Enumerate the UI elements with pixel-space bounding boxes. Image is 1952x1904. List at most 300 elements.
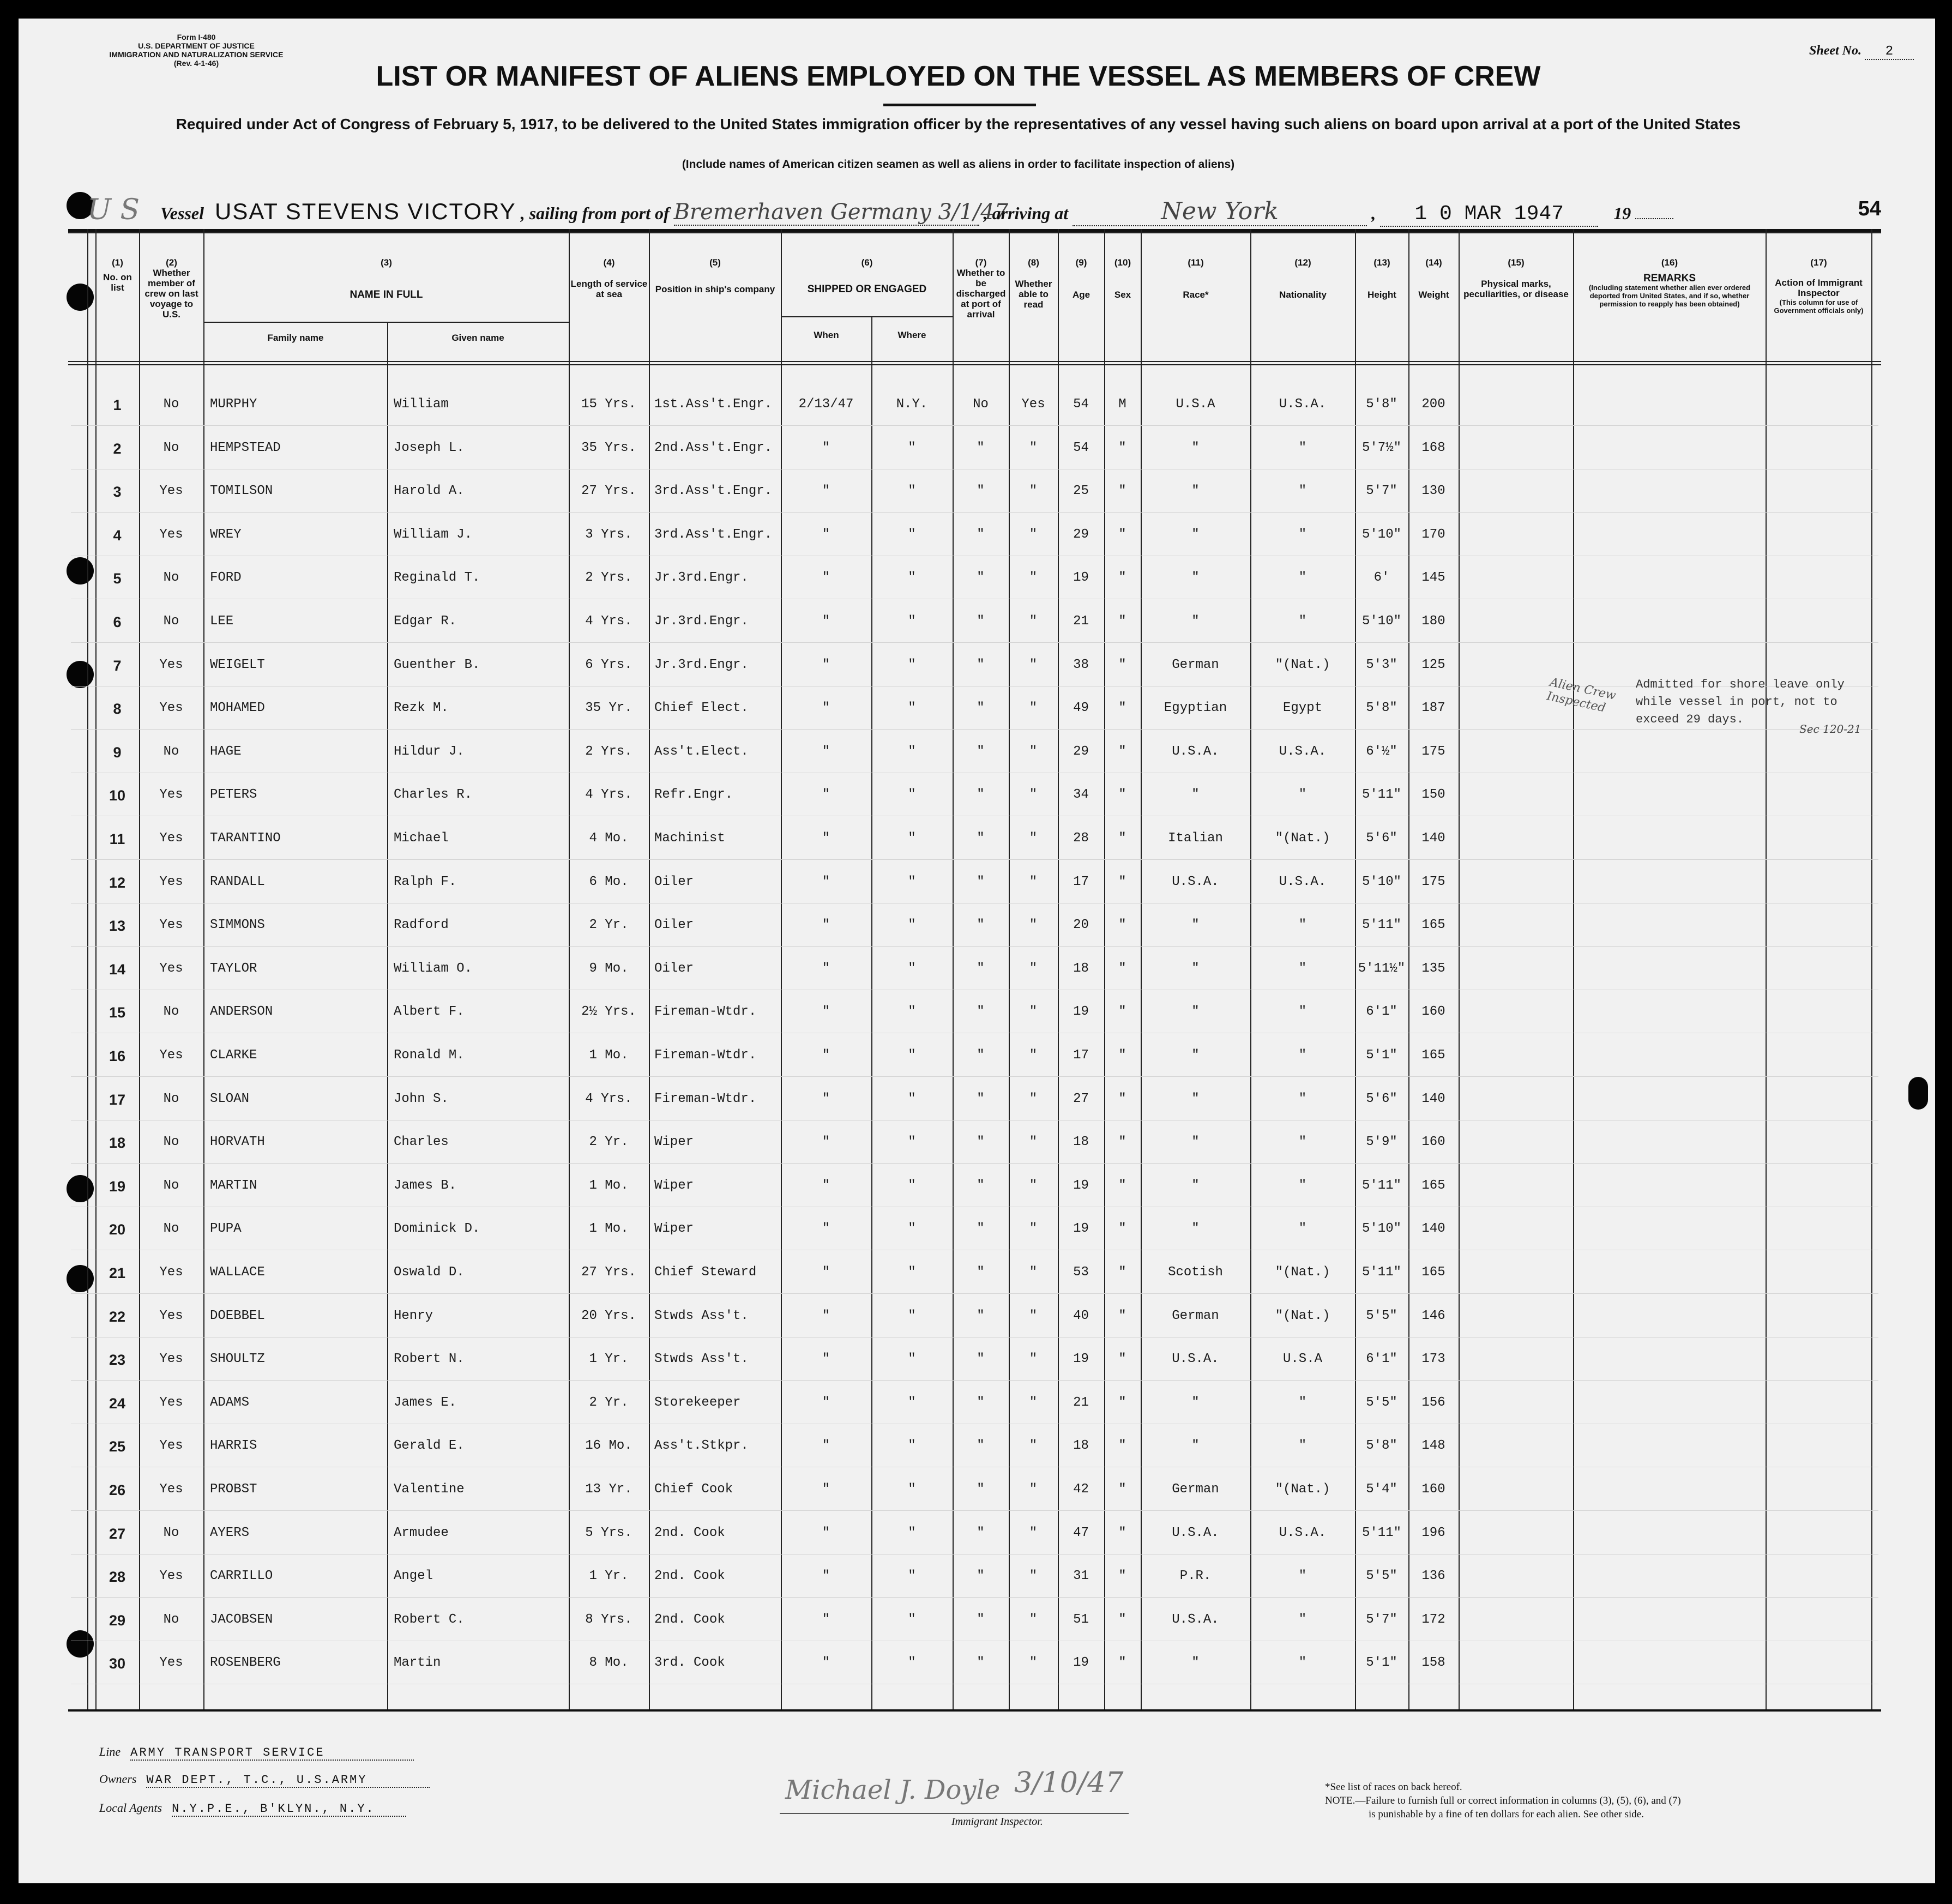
cell-weight: 150 — [1421, 787, 1445, 802]
cell-sex: " — [1118, 658, 1126, 672]
cell-weight: 135 — [1421, 961, 1445, 976]
cell-height: 5'5" — [1366, 1309, 1397, 1323]
col3-given-header: Given name — [451, 333, 504, 343]
cell-sex: " — [1118, 1569, 1126, 1583]
cell-service: 35 Yrs. — [581, 441, 636, 455]
cell-nat: " — [1298, 1612, 1307, 1627]
cell-given: Charles — [394, 1135, 449, 1149]
cell-age: 54 — [1073, 441, 1089, 455]
cell-last: Yes — [159, 1655, 183, 1670]
footer-note: *See list of races on back hereof. NOTE.—Failure to furnish full or correct information in columns (3), (5), (6), and (7) is punishable by a fine of ten dollars for each alien. See other side. — [1325, 1781, 1681, 1820]
cell-when: " — [822, 570, 830, 585]
cell-nat: " — [1298, 1655, 1307, 1670]
cell-service: 5 Yrs. — [585, 1526, 632, 1540]
cell-position: Wiper — [654, 1221, 694, 1236]
cell-weight: 165 — [1421, 918, 1445, 932]
cell-when: " — [822, 1569, 830, 1583]
col3-family-header: Family name — [267, 333, 324, 343]
cell-no: 20 — [109, 1221, 126, 1238]
cell-where: " — [908, 1655, 916, 1670]
cell-age: 18 — [1073, 961, 1089, 976]
cell-no: 8 — [113, 701, 122, 717]
header-bottom-rule — [68, 361, 1881, 362]
cell-position: 2nd. Cook — [654, 1569, 725, 1583]
cell-family: WEIGELT — [210, 658, 265, 672]
col-rule — [387, 323, 388, 1709]
cell-age: 34 — [1073, 787, 1089, 802]
cell-family: LEE — [210, 614, 234, 629]
cell-service: 2 Yr. — [589, 1395, 629, 1410]
cell-family: HEMPSTEAD — [210, 441, 281, 455]
cell-no: 14 — [109, 961, 126, 978]
cell-race: U.S.A. — [1172, 1352, 1219, 1366]
cell-service: 20 Yrs. — [581, 1309, 636, 1323]
cell-height: 5'11" — [1361, 787, 1401, 802]
cell-when: " — [822, 1352, 830, 1366]
cell-where: " — [908, 1612, 916, 1627]
cell-where: " — [908, 1178, 916, 1193]
cell-height: 5'6" — [1366, 1092, 1397, 1106]
cell-disch: " — [977, 1221, 985, 1236]
cell-age: 19 — [1073, 1004, 1089, 1019]
cell-disch: " — [977, 1352, 985, 1366]
page-number: 54 — [1858, 197, 1881, 220]
col14-header: (14) Weight — [1418, 257, 1449, 300]
row-rule — [71, 1597, 1878, 1598]
cell-given: William J. — [394, 527, 473, 542]
cell-read: " — [1029, 1048, 1038, 1063]
cell-weight: 200 — [1421, 397, 1445, 412]
cell-nat: " — [1298, 1569, 1307, 1583]
cell-disch: " — [977, 484, 985, 498]
cell-disch: " — [977, 1004, 985, 1019]
cell-height: 5'8" — [1366, 397, 1397, 412]
cell-when: " — [822, 1309, 830, 1323]
cell-family: MARTIN — [210, 1178, 257, 1193]
cell-read: " — [1029, 484, 1038, 498]
cell-nat: U.S.A. — [1279, 744, 1327, 759]
cell-nat: " — [1298, 961, 1307, 976]
cell-last: Yes — [159, 527, 183, 542]
cell-disch: " — [977, 614, 985, 629]
arriving-port — [1073, 197, 1367, 226]
cell-position: Jr.3rd.Engr. — [654, 614, 749, 629]
cell-height: 5'8" — [1366, 1438, 1397, 1453]
section-hand-note: Sec 120-21 — [1799, 722, 1861, 736]
cell-age: 19 — [1073, 1178, 1089, 1193]
cell-given: Armudee — [394, 1526, 449, 1540]
cell-family: TAYLOR — [210, 961, 257, 976]
cell-read: " — [1029, 1092, 1038, 1106]
cell-given: Dominick D. — [394, 1221, 480, 1236]
cell-nat: " — [1298, 570, 1307, 585]
cell-race: " — [1191, 484, 1200, 498]
cell-weight: 125 — [1421, 658, 1445, 672]
col1-header: (1) No. on list — [103, 257, 132, 293]
col5-header: (5) Position in ship's company — [655, 257, 775, 294]
cell-nat: " — [1298, 1135, 1307, 1149]
cell-no: 15 — [109, 1004, 126, 1021]
cell-age: 53 — [1073, 1265, 1089, 1280]
cell-read: " — [1029, 1221, 1038, 1236]
cell-nat: " — [1298, 1395, 1307, 1410]
col9-header: (9) Age — [1072, 257, 1091, 300]
vessel-label: Vessel — [160, 203, 204, 223]
cell-service: 2 Yr. — [589, 918, 629, 932]
cell-sex: " — [1118, 1309, 1126, 1323]
cell-where: " — [908, 831, 916, 846]
cell-disch: " — [977, 744, 985, 759]
cell-disch: No — [973, 397, 989, 412]
cell-no: 29 — [109, 1612, 126, 1629]
cell-disch: " — [977, 1309, 985, 1323]
cell-service: 27 Yrs. — [581, 1265, 636, 1280]
cell-height: 6'1" — [1366, 1004, 1397, 1019]
cell-weight: 172 — [1421, 1612, 1445, 1627]
cell-weight: 168 — [1421, 441, 1445, 455]
cell-disch: " — [977, 1092, 985, 1106]
cell-weight: 165 — [1421, 1178, 1445, 1193]
cell-read: " — [1029, 658, 1038, 672]
cell-race: " — [1191, 441, 1200, 455]
cell-weight: 170 — [1421, 527, 1445, 542]
cell-given: Albert F. — [394, 1004, 465, 1019]
cell-no: 7 — [113, 658, 122, 674]
title-underline — [883, 104, 1036, 106]
cell-position: Chief Steward — [654, 1265, 757, 1280]
signature-date: 3/10/47 — [1014, 1767, 1124, 1799]
cell-height: 5'11½" — [1358, 961, 1406, 976]
cell-last: Yes — [159, 875, 183, 889]
cell-age: 17 — [1073, 1048, 1089, 1063]
cell-no: 25 — [109, 1438, 126, 1455]
cell-given: Robert N. — [394, 1352, 465, 1366]
cell-race: " — [1191, 1135, 1200, 1149]
cell-position: Oiler — [654, 961, 694, 976]
shipped-subheader-rule — [781, 316, 953, 317]
cell-last: Yes — [159, 1569, 183, 1583]
cell-service: 1 Yr. — [589, 1569, 629, 1583]
cell-position: Jr.3rd.Engr. — [654, 658, 749, 672]
cell-no: 10 — [109, 787, 126, 804]
cell-where: N.Y. — [896, 397, 928, 412]
cell-nat: " — [1298, 787, 1307, 802]
sailing-label: , sailing from port of — [520, 203, 670, 223]
cell-no: 30 — [109, 1655, 126, 1672]
cell-race: Scotish — [1168, 1265, 1223, 1280]
cell-family: ANDERSON — [210, 1004, 273, 1019]
cell-given: Harold A. — [394, 484, 465, 498]
cell-service: 1 Mo. — [589, 1048, 629, 1063]
cell-family: AYERS — [210, 1526, 250, 1540]
cell-where: " — [908, 658, 916, 672]
cell-read: " — [1029, 1526, 1038, 1540]
cell-given: Robert C. — [394, 1612, 465, 1627]
cell-given: Angel — [394, 1569, 433, 1583]
cell-sex: " — [1118, 1221, 1126, 1236]
cell-last: No — [163, 1004, 179, 1019]
cell-family: SLOAN — [210, 1092, 250, 1106]
cell-given: Valentine — [394, 1482, 465, 1497]
cell-height: 5'11" — [1361, 1265, 1401, 1280]
cell-read: " — [1029, 570, 1038, 585]
cell-where: " — [908, 1352, 916, 1366]
cell-given: Reginald T. — [394, 570, 480, 585]
cell-given: Henry — [394, 1309, 433, 1323]
cell-weight: 130 — [1421, 484, 1445, 498]
cell-when: " — [822, 441, 830, 455]
port-from-text: Bremerhaven Germany 3/1/47 — [673, 200, 1009, 225]
cell-service: 13 Yr. — [585, 1482, 632, 1497]
cell-weight: 160 — [1421, 1004, 1445, 1019]
vessel-line: U S Vessel USAT STEVENS VICTORY , sailing from port of Bremerhaven Germany 3/1/47 , arriving at New York , 1 0 MAR 1947 19 — [87, 194, 1673, 227]
cell-when: " — [822, 831, 830, 846]
cell-when: " — [822, 875, 830, 889]
cell-no: 4 — [113, 527, 122, 544]
cell-nat: U.S.A. — [1279, 397, 1327, 412]
cell-disch: " — [977, 961, 985, 976]
sheet-number-label: Sheet No. — [1809, 44, 1861, 58]
cell-no: 12 — [109, 875, 126, 891]
cell-when: " — [822, 1438, 830, 1453]
cell-where: " — [908, 1309, 916, 1323]
col-rule — [1766, 229, 1767, 1709]
owners-field: Owners WAR DEPT., T.C., U.S.ARMY — [99, 1772, 430, 1788]
cell-last: No — [163, 614, 179, 629]
cell-race: German — [1172, 658, 1219, 672]
cell-when: " — [822, 1612, 830, 1627]
cell-no: 11 — [109, 831, 125, 847]
cell-age: 19 — [1073, 1221, 1089, 1236]
cell-family: ROSENBERG — [210, 1655, 281, 1670]
cell-sex: " — [1118, 570, 1126, 585]
cell-read: " — [1029, 614, 1038, 629]
cell-when: " — [822, 918, 830, 932]
cell-height: 5'11" — [1361, 1178, 1401, 1193]
cell-no: 2 — [113, 441, 122, 457]
row-rule — [71, 512, 1878, 513]
cell-race: Italian — [1168, 831, 1223, 846]
cell-no: 22 — [109, 1309, 126, 1325]
cell-given: Martin — [394, 1655, 441, 1670]
cell-weight: 165 — [1421, 1265, 1445, 1280]
cell-nat: U.S.A. — [1279, 875, 1327, 889]
cell-age: 18 — [1073, 1135, 1089, 1149]
agents-field: Local Agents N.Y.P.E., B'KLYN., N.Y. — [99, 1801, 406, 1817]
date-stamp: 1 0 MAR 1947 — [1414, 202, 1564, 226]
cell-weight: 160 — [1421, 1482, 1445, 1497]
cell-sex: " — [1118, 441, 1126, 455]
cell-age: 20 — [1073, 918, 1089, 932]
cell-service: 4 Yrs. — [585, 787, 632, 802]
cell-height: 5'8" — [1366, 701, 1397, 715]
cell-race: " — [1191, 1092, 1200, 1106]
cell-when: " — [822, 1092, 830, 1106]
cell-height: 5'6" — [1366, 831, 1397, 846]
cell-last: No — [163, 1135, 179, 1149]
cell-when: " — [822, 1004, 830, 1019]
cell-height: 5'10" — [1361, 614, 1401, 629]
cell-race: " — [1191, 614, 1200, 629]
cell-read: " — [1029, 875, 1038, 889]
cell-age: 21 — [1073, 1395, 1089, 1410]
cell-race: " — [1191, 918, 1200, 932]
cell-race: U.S.A. — [1172, 744, 1219, 759]
cell-when: " — [822, 484, 830, 498]
cell-last: No — [163, 570, 179, 585]
cell-disch: " — [977, 701, 985, 715]
inspection-hand-note: Alien Crew Inspected — [1545, 675, 1617, 715]
cell-position: 3rd. Cook — [654, 1655, 725, 1670]
cell-weight: 158 — [1421, 1655, 1445, 1670]
cell-last: No — [163, 1178, 179, 1193]
cell-service: 3 Yrs. — [585, 527, 632, 542]
cell-read: " — [1029, 1352, 1038, 1366]
col-rule — [1573, 229, 1574, 1709]
cell-read: " — [1029, 918, 1038, 932]
cell-sex: " — [1118, 787, 1126, 802]
cell-last: No — [163, 1612, 179, 1627]
cell-no: 13 — [109, 918, 126, 934]
cell-age: 54 — [1073, 397, 1089, 412]
cell-age: 51 — [1073, 1612, 1089, 1627]
cell-sex: " — [1118, 614, 1126, 629]
arrival-date — [1380, 202, 1598, 227]
cell-family: WREY — [210, 527, 242, 542]
cell-service: 16 Mo. — [585, 1438, 632, 1453]
cell-age: 29 — [1073, 527, 1089, 542]
cell-nat: " — [1298, 1004, 1307, 1019]
cell-race: U.S.A. — [1172, 1612, 1219, 1627]
cell-given: William — [394, 397, 449, 412]
row-rule — [71, 642, 1878, 643]
col2-header: (2) Whether member of crew on last voyage to U.S. — [144, 257, 198, 320]
cell-sex: " — [1118, 744, 1126, 759]
cell-race: Egyptian — [1164, 701, 1227, 715]
cell-service: 1 Yr. — [589, 1352, 629, 1366]
cell-disch: " — [977, 658, 985, 672]
cell-position: Refr.Engr. — [654, 787, 733, 802]
cell-position: Chief Cook — [654, 1482, 733, 1497]
cell-where: " — [908, 1395, 916, 1410]
cell-family: SHOULTZ — [210, 1352, 265, 1366]
cell-family: HARRIS — [210, 1438, 257, 1453]
cell-given: Edgar R. — [394, 614, 457, 629]
cell-height: 5'1" — [1366, 1048, 1397, 1063]
cell-age: 27 — [1073, 1092, 1089, 1106]
header-bottom-rule-2 — [68, 364, 1881, 365]
cell-service: 6 Mo. — [589, 875, 629, 889]
cell-age: 17 — [1073, 875, 1089, 889]
cell-given: James E. — [394, 1395, 457, 1410]
cell-height: 5'10" — [1361, 527, 1401, 542]
cell-height: 5'4" — [1366, 1482, 1397, 1497]
cell-race: U.S.A — [1176, 397, 1215, 412]
cell-where: " — [908, 1135, 916, 1149]
cell-position: Jr.3rd.Engr. — [654, 570, 749, 585]
cell-nat: " — [1298, 1092, 1307, 1106]
cell-family: WALLACE — [210, 1265, 265, 1280]
cell-last: Yes — [159, 1048, 183, 1063]
cell-family: RANDALL — [210, 875, 265, 889]
cell-age: 47 — [1073, 1526, 1089, 1540]
cell-age: 42 — [1073, 1482, 1089, 1497]
cell-race: German — [1172, 1482, 1219, 1497]
cell-read: " — [1029, 441, 1038, 455]
cell-weight: 140 — [1421, 1221, 1445, 1236]
cell-position: 3rd.Ass't.Engr. — [654, 527, 773, 542]
cell-race: U.S.A. — [1172, 875, 1219, 889]
service: IMMIGRATION AND NATURALIZATION SERVICE — [109, 50, 284, 59]
table-top-double-rule — [68, 232, 1881, 233]
cell-height: 5'10" — [1361, 1221, 1401, 1236]
row-rule — [71, 1380, 1878, 1381]
cell-where: " — [908, 1004, 916, 1019]
col12-header: (12) Nationality — [1279, 257, 1327, 300]
cell-age: 29 — [1073, 744, 1089, 759]
cell-last: No — [163, 441, 179, 455]
cell-service: 4 Yrs. — [585, 614, 632, 629]
cell-nat: " — [1298, 1178, 1307, 1193]
cell-position: Ass't.Stkpr. — [654, 1438, 749, 1453]
cell-height: 5'1" — [1366, 1655, 1397, 1670]
cell-where: " — [908, 1438, 916, 1453]
cell-sex: " — [1118, 831, 1126, 846]
cell-no: 23 — [109, 1352, 126, 1368]
department: U.S. DEPARTMENT OF JUSTICE — [138, 41, 255, 50]
cell-weight: 140 — [1421, 831, 1445, 846]
col-rule — [87, 229, 88, 1709]
cell-height: 5'7½" — [1361, 441, 1401, 455]
cell-nat: " — [1298, 441, 1307, 455]
cell-nat: Egypt — [1282, 701, 1322, 715]
col4-header: (4) Length of service at sea — [570, 257, 648, 299]
col-rule — [1871, 229, 1872, 1709]
cell-family: HORVATH — [210, 1135, 265, 1149]
vessel-prefix-handwritten: U S — [87, 194, 140, 226]
owners-value: WAR DEPT., T.C., U.S.ARMY — [146, 1773, 430, 1788]
cell-family: SIMMONS — [210, 918, 265, 932]
cell-disch: " — [977, 1438, 985, 1453]
cell-position: Fireman-Wtdr. — [654, 1048, 757, 1063]
cell-last: Yes — [159, 701, 183, 715]
cell-no: 1 — [113, 397, 122, 413]
cell-last: Yes — [159, 787, 183, 802]
cell-when: " — [822, 1135, 830, 1149]
cell-position: Stwds Ass't. — [654, 1352, 749, 1366]
cell-height: 5'5" — [1366, 1395, 1397, 1410]
cell-last: Yes — [159, 1309, 183, 1323]
cell-age: 38 — [1073, 658, 1089, 672]
cell-family: DOEBBEL — [210, 1309, 265, 1323]
cell-nat: U.S.A. — [1279, 1526, 1327, 1540]
cell-race: " — [1191, 570, 1200, 585]
cell-service: 4 Mo. — [589, 831, 629, 846]
signature-line — [780, 1813, 1129, 1814]
cell-disch: " — [977, 1526, 985, 1540]
col15-header: (15) Physical marks, peculiarities, or disease — [1463, 257, 1569, 299]
cell-family: MURPHY — [210, 397, 257, 412]
cell-disch: " — [977, 1612, 985, 1627]
cell-read: " — [1029, 1309, 1038, 1323]
cell-height: 5'9" — [1366, 1135, 1397, 1149]
cell-position: Fireman-Wtdr. — [654, 1004, 757, 1019]
sheet-number — [1809, 44, 1914, 60]
cell-disch: " — [977, 1569, 985, 1583]
cell-family: PROBST — [210, 1482, 257, 1497]
cell-disch: " — [977, 918, 985, 932]
cell-when: " — [822, 1526, 830, 1540]
